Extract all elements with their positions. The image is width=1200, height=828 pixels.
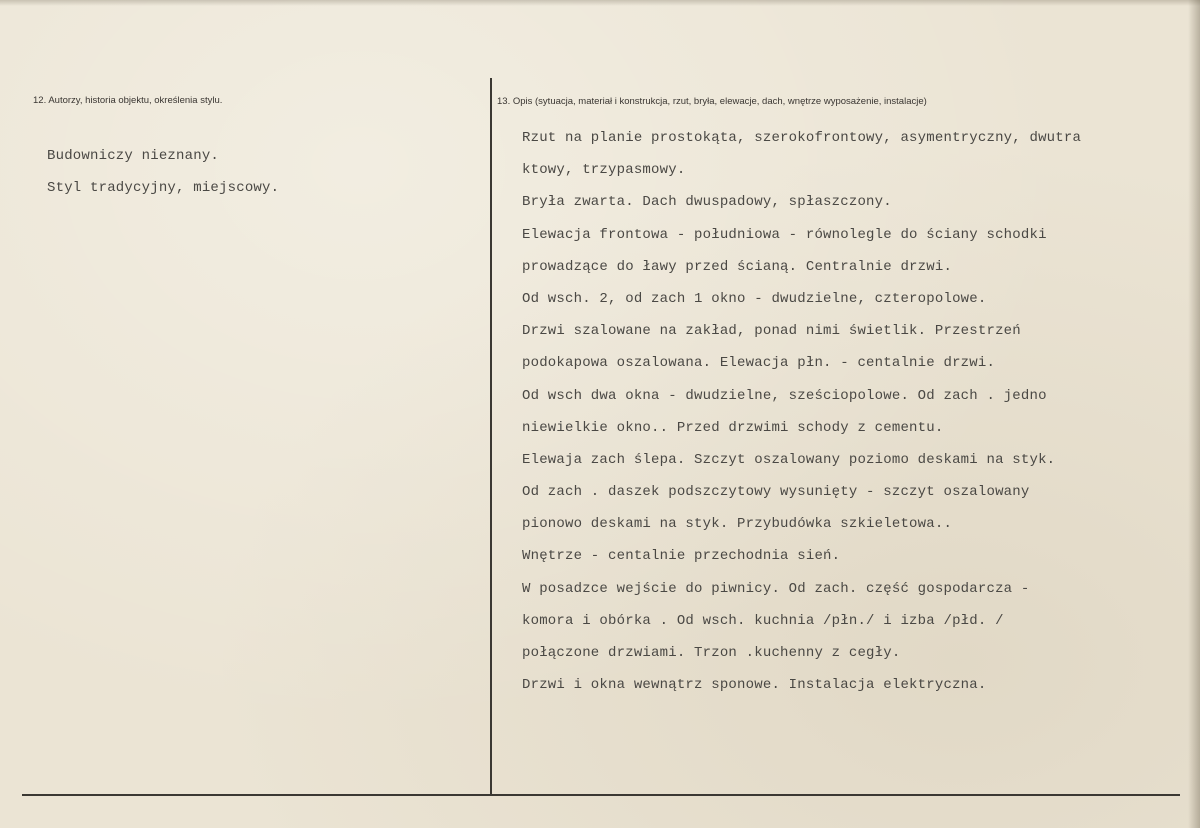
text-line: Elewacja frontowa - południowa - równolegle do ściany schodki (522, 226, 1047, 243)
text-line: Rzut na planie prostokąta, szerokofrontowy, asymentryczny, dwutra (522, 130, 1082, 146)
section-12-label: 12. Autorzy, historia objektu, określenia stylu. (33, 95, 223, 106)
text-line: Elewaja zach ślepa. Szczyt oszalowany poziomo deskami na styk. (522, 451, 1056, 468)
text-line: niewielkie okno.. Przed drzwimi schody z cementu. (522, 419, 944, 436)
text-line: komora i obórka . Od wsch. kuchnia /płn./ i izba /płd. / (522, 612, 1004, 629)
text-line: Drzwi i okna wewnątrz sponowe. Instalacja elektryczna. (522, 677, 987, 694)
text-line: Od zach . daszek podszczytowy wysunięty - szczyt oszalowany (522, 484, 1030, 501)
text-line: prowadzące do ławy przed ścianą. Centralnie drzwi. (522, 258, 953, 275)
text-line: Budowniczy nieznany. (47, 148, 220, 164)
paper-right-edge (1188, 0, 1200, 828)
column-divider (490, 78, 492, 795)
text-line: ktowy, trzypasmowy. (522, 162, 686, 179)
text-line: Styl tradycyjny, miejscowy. (47, 180, 280, 196)
text-line: Bryła zwarta. Dach dwuspadowy, spłaszczony. (522, 194, 892, 211)
text-line: pionowo deskami na styk. Przybudówka szkieletowa.. (522, 516, 953, 533)
text-line: W posadzce wejście do piwnicy. Od zach. część gospodarcza - (522, 580, 1030, 597)
text-line: podokapowa oszalowana. Elewacja płn. - centalnie drzwi. (522, 355, 996, 372)
text-line: połączone drzwiami. Trzon .kuchenny z cegły. (522, 645, 901, 661)
section-12-text (47, 140, 279, 204)
paper-top-edge (0, 0, 1200, 6)
text-line: Drzwi szalowane na zakład, ponad nimi świetlik. Przestrzeń (522, 323, 1021, 340)
bottom-rule (22, 794, 1180, 796)
text-line: Wnętrze - centalnie przechodnia sień. (522, 548, 841, 565)
section-13-text (522, 122, 1081, 701)
section-13-label: 13. Opis (sytuacja, materiał i konstrukcja, rzut, bryła, elewacje, dach, wnętrze wyposażenie, instalacje) (497, 96, 927, 107)
text-line: Od wsch. 2, od zach 1 okno - dwudzielne, czteropolowe. (522, 290, 987, 307)
text-line: Od wsch dwa okna - dwudzielne, sześciopolowe. Od zach . jedno (522, 387, 1047, 404)
